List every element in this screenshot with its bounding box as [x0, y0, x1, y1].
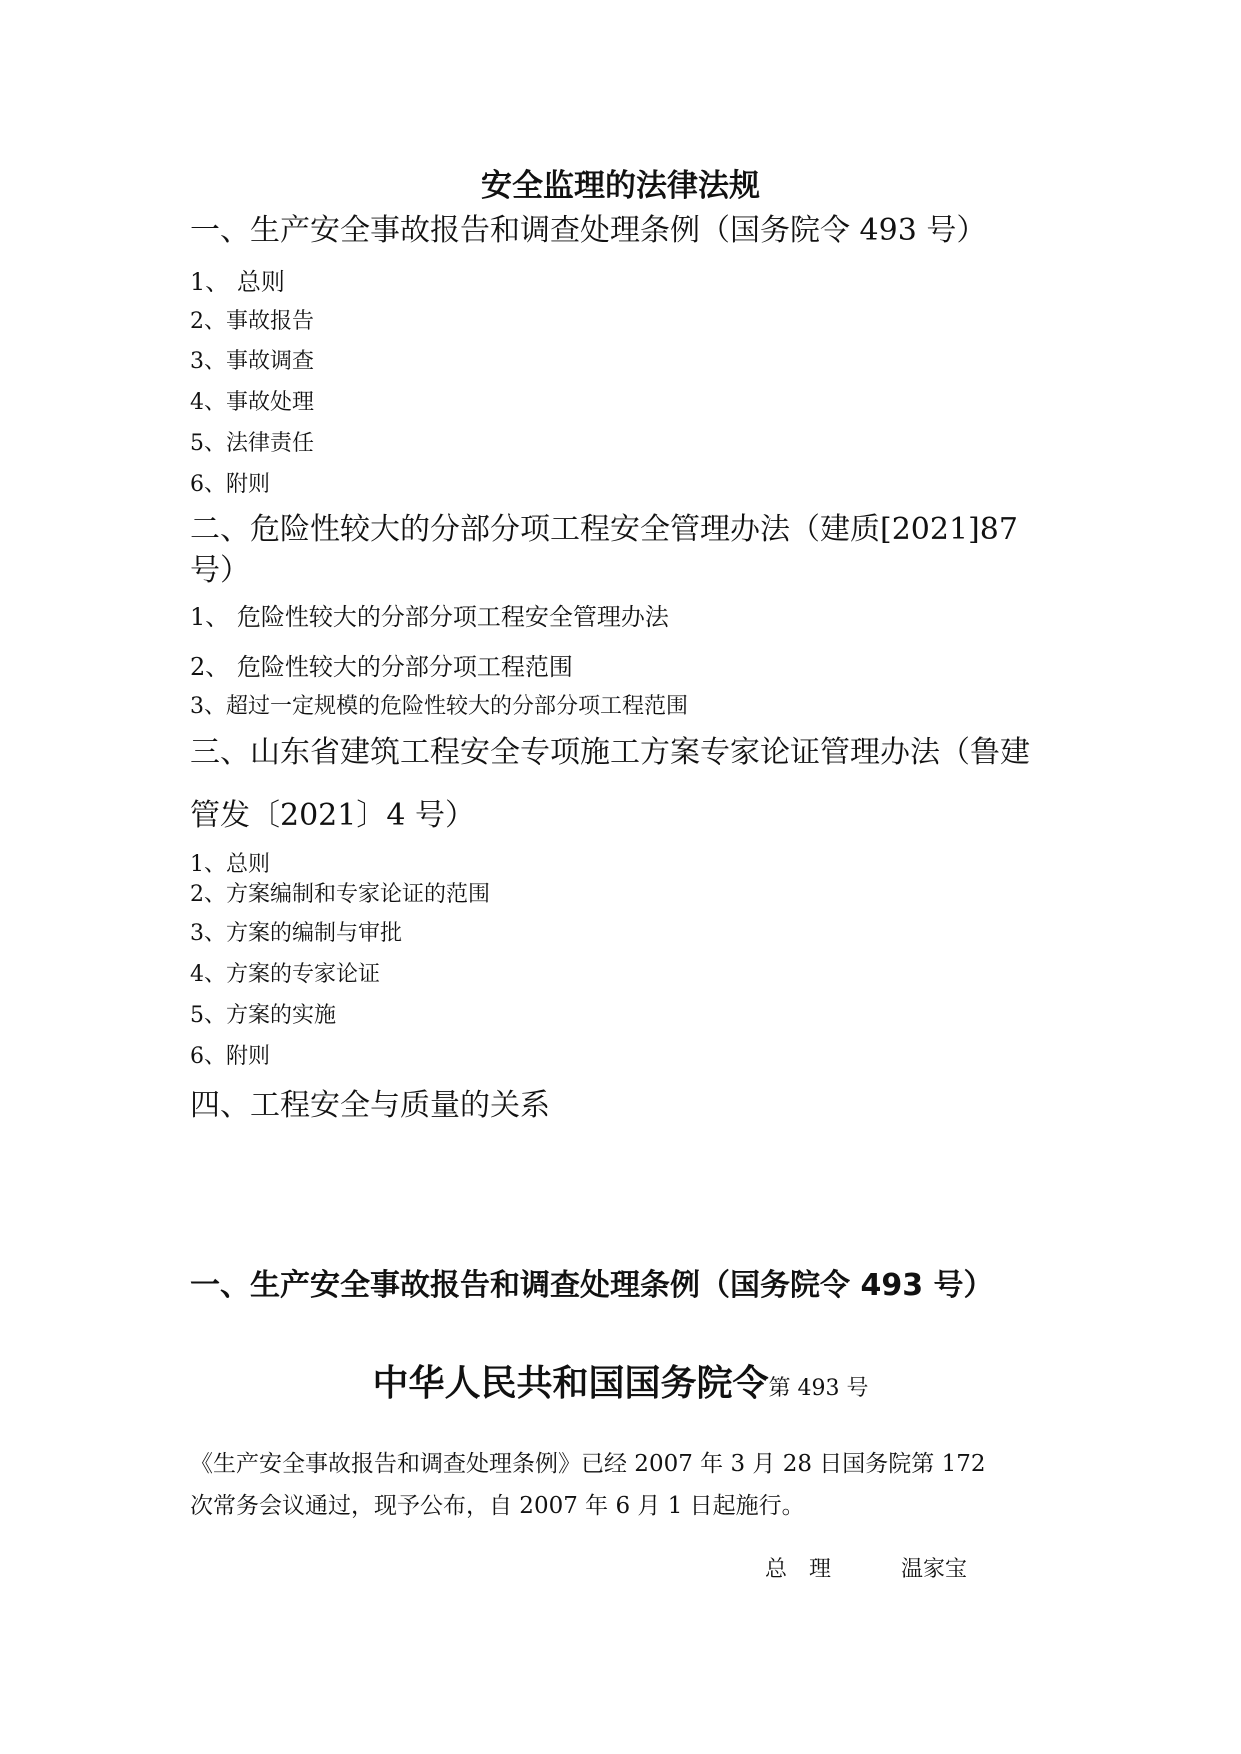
section-2-item: 3、超过一定规模的危险性较大的分部分项工程范围: [190, 694, 688, 719]
section-3-item: 5、方案的实施: [190, 1003, 336, 1028]
section-1-item: 3、事故调查: [190, 349, 314, 374]
section-1-item: 1、 总则: [190, 268, 285, 296]
section-2-item: 2、 危险性较大的分部分项工程范围: [190, 653, 573, 681]
decree-number: 第 493 号: [768, 1376, 869, 1401]
section-1-item: 5、法律责任: [190, 431, 314, 456]
section-2-item: 1、 危险性较大的分部分项工程安全管理办法: [190, 603, 669, 631]
section-3-item: 3、方案的编制与审批: [190, 921, 402, 946]
section-2-heading-line2: 号）: [190, 553, 250, 588]
section-2-heading-line1: 二、危险性较大的分部分项工程安全管理办法（建质[2021]87: [190, 512, 1018, 547]
section-3-item: 6、附则: [190, 1044, 270, 1069]
section-1-bold-heading: 一、生产安全事故报告和调查处理条例（国务院令 493 号）: [190, 1268, 994, 1303]
section-3-item: 2、方案编制和专家论证的范围: [190, 882, 490, 907]
decree-title: 中华人民共和国国务院令: [372, 1363, 769, 1404]
section-3-heading-line1: 三、山东省建筑工程安全专项施工方案专家论证管理办法（鲁建: [190, 735, 1030, 770]
section-1-item: 2、事故报告: [190, 309, 314, 334]
signature-role: 总 理: [765, 1557, 832, 1582]
section-3-heading-line2: 管发〔2021〕4 号）: [190, 798, 475, 833]
signature-name: 温家宝: [901, 1557, 968, 1582]
section-3-item: 1、总则: [190, 852, 270, 877]
section-1-item: 4、事故处理: [190, 390, 314, 415]
signature: [765, 1552, 967, 1583]
decree-heading: [0, 1355, 1241, 1406]
section-3-item: 4、方案的专家论证: [190, 962, 380, 987]
announcement-line2: 次常务会议通过，现予公布，自 2007 年 6 月 1 日起施行。: [190, 1493, 805, 1519]
section-1-item: 6、附则: [190, 472, 270, 497]
section-4-heading: 四、工程安全与质量的关系: [190, 1088, 550, 1123]
announcement-line1: 《生产安全事故报告和调查处理条例》已经 2007 年 3 月 28 日国务院第 172: [190, 1451, 986, 1477]
document-title: 安全监理的法律法规: [481, 168, 760, 204]
section-1-heading: 一、生产安全事故报告和调查处理条例（国务院令 493 号）: [190, 213, 987, 248]
